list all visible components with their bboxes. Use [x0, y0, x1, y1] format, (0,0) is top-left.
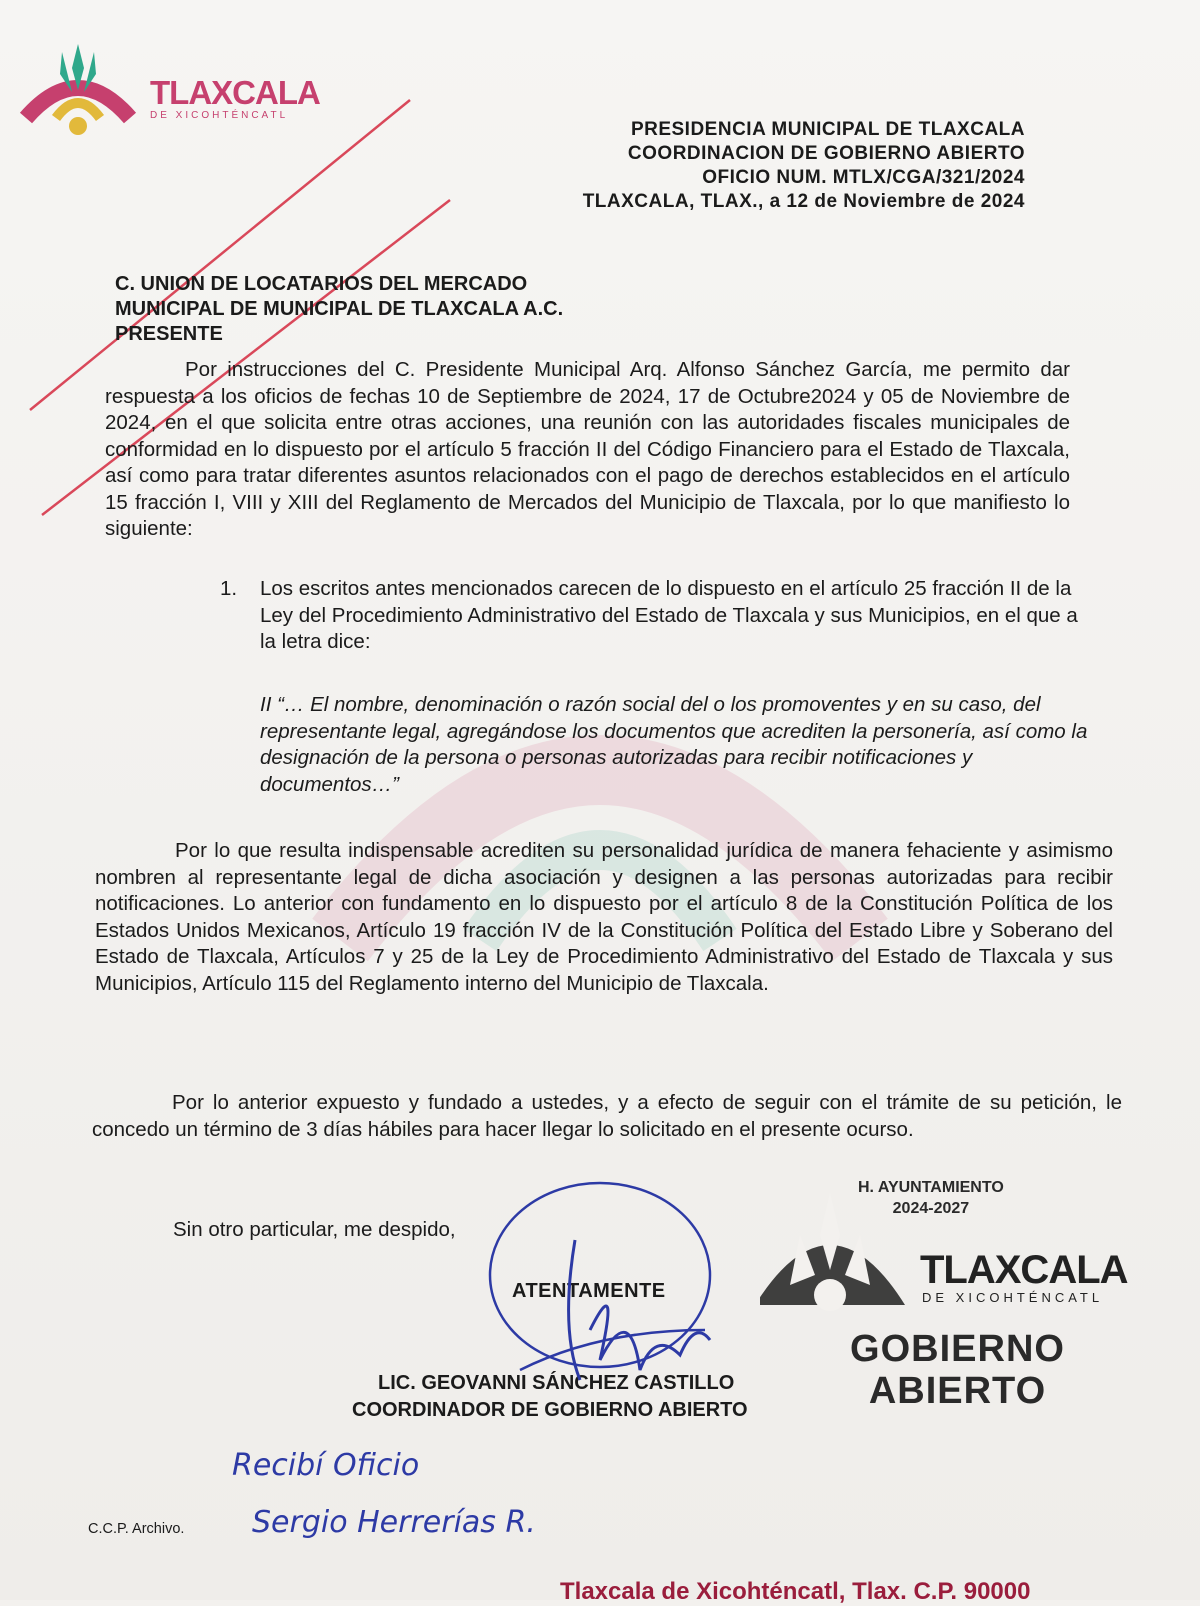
- header-date: TLAXCALA, TLAX., a 12 de Noviembre de 2024: [582, 191, 1025, 212]
- item-text: Los escritos antes mencionados carecen de lo dispuesto en el artículo 25 fracción II de la Ley del Procedimiento Administrativo del Estado de Tlaxcala y sus Municipios, en el que a la letra dice:: [260, 577, 1078, 653]
- footer-address: Tlaxcala de Xicohténcatl, Tlax. C.P. 90000: [560, 1578, 1031, 1605]
- header-institution: PRESIDENCIA MUNICIPAL DE TLAXCALA: [630, 119, 1025, 140]
- header-oficio-number: OFICIO NUM. MTLX/CGA/321/2024: [702, 167, 1025, 188]
- recipient-line-3: PRESENTE: [115, 323, 223, 345]
- signer-name: LIC. GEOVANNI SÁNCHEZ CASTILLO: [378, 1372, 735, 1394]
- signer-title: COORDINADOR DE GOBIERNO ABIERTO: [352, 1399, 748, 1421]
- signer-block: [352, 1370, 748, 1424]
- stamp-subtitle: DE XICOHTÉNCATL: [922, 1290, 1104, 1305]
- atentamente-label: ATENTAMENTE: [512, 1280, 666, 1302]
- stamp-title: TLAXCALA: [920, 1248, 1128, 1292]
- handwritten-received: Recibí Oficio: [232, 1448, 420, 1483]
- handwritten-receiver-name: Sergio Herrerías R.: [252, 1505, 536, 1540]
- item-number: 1.: [220, 577, 238, 600]
- logo-title: TLAXCALA: [150, 74, 320, 111]
- stamp-ayuntamiento: H. AYUNTAMIENTO: [858, 1179, 1004, 1196]
- logo-subtitle: DE XICOHTÉNCATL: [150, 110, 289, 121]
- ccp-archivo: C.C.P. Archivo.: [88, 1521, 185, 1537]
- paragraph-3: Por lo anterior expuesto y fundado a ustedes, y a efecto de seguir con el trámite de su petición, le concedo un término de 3 días hábiles para hacer llegar lo solicitado en el presente ocurso.: [92, 1091, 1122, 1141]
- stamp-period: 2024-2027: [892, 1200, 970, 1217]
- header-department: COORDINACION DE GOBIERNO ABIERTO: [627, 143, 1025, 164]
- stamp-gobierno-abierto: [845, 1328, 1070, 1412]
- closing-line: Sin otro particular, me despido,: [173, 1218, 456, 1241]
- stamp-header: [858, 1177, 1004, 1219]
- legal-quote: II “… El nombre, denominación o razón social del o los promoventes y en su caso, del representante legal, agregándose los documentos que acrediten la personería, así como la designación de la persona o personas autorizadas para recibir notificaciones y documentos…”: [260, 693, 1088, 796]
- stamp-gobierno: GOBIERNO: [850, 1328, 1065, 1370]
- recipient-block: [115, 272, 563, 347]
- letter-header: [583, 118, 1025, 214]
- paragraph-1: Por instrucciones del C. Presidente Municipal Arq. Alfonso Sánchez García, me permito dar respuesta a los oficios de fechas 10 de Septiembre de 2024, 17 de Octubre2024 y 05 de Noviembre de 2024, en el que solicita entre otras acciones, una reunión con las autoridades fiscales municipales de conformidad en lo dispuesto por el artículo 5 fracción II del Código Financiero para el Estado de Tlaxcala, así como para tratar diferentes asuntos relacionados con el pago de derechos establecidos en el artículo 15 fracción I, VIII y XIII del Reglamento de Mercados del Municipio de Tlaxcala, por lo que manifiesto lo siguiente:: [105, 358, 1070, 540]
- stamp-abierto: ABIERTO: [868, 1370, 1047, 1412]
- recipient-line-2: MUNICIPAL DE MUNICIPAL DE TLAXCALA A.C.: [115, 298, 564, 320]
- recipient-line-1: C. UNION DE LOCATARIOS DEL MERCADO: [115, 273, 528, 295]
- paragraph-2: Por lo que resulta indispensable acrediten su personalidad jurídica de manera fehaciente y asimismo nombren al representante legal de dicha asociación y designen a las personas autorizadas para recibir notificaciones. Lo anterior con fundamento en lo dispuesto por el artículo 8 de la Constitución Política de los Estados Unidos Mexicanos, Artículo 19 fracción IV de la Constitución Política del Estado Libre y Soberano del Estado de Tlaxcala, Artículos 7 y 25 de la Ley de Procedimiento Administrativo del Estado de Tlaxcala y sus Municipios, Artículo 115 del Reglamento interno del Municipio de Tlaxcala.: [95, 839, 1113, 995]
